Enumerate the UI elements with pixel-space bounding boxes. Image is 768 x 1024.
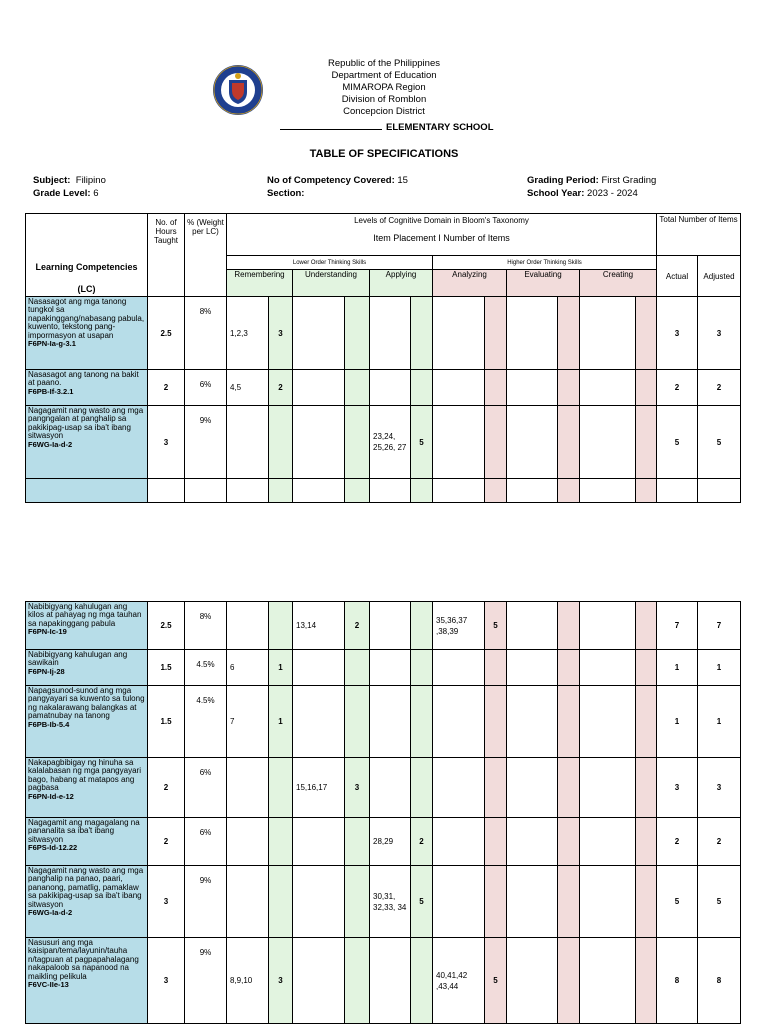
remembering-items: 7 xyxy=(227,686,269,758)
competency-code: F6VC-IIe-13 xyxy=(28,980,69,990)
competency-code: F6PN-Ic-19 xyxy=(28,627,67,637)
applying-items xyxy=(370,938,411,1024)
empty-cell xyxy=(507,479,558,503)
total-header: Total Number of Items xyxy=(657,214,741,256)
applying-count xyxy=(411,938,433,1024)
table-row-empty xyxy=(26,479,741,503)
understanding-items xyxy=(293,370,345,406)
understanding-items xyxy=(293,938,345,1024)
levels-header: Levels of Cognitive Domain in Bloom's Taxonomy Item Placement I Number of Items xyxy=(227,214,657,256)
competency-text: Nakapagbibigay ng hinuha sa kalalabasan ng mga pangyayari bago, habang at matapos ang pagbasa xyxy=(28,758,141,793)
hours-cell: 1.5 xyxy=(148,686,185,758)
evaluating-items xyxy=(507,938,558,1024)
analyzing-count xyxy=(485,650,507,686)
understanding-count xyxy=(345,686,370,758)
understanding-count xyxy=(345,370,370,406)
competency-cell xyxy=(26,938,148,1024)
actual-cell: 3 xyxy=(657,297,698,370)
understanding-items xyxy=(293,686,345,758)
subject-grade: Subject: Filipino Grade Level: 6 xyxy=(33,175,106,199)
adjusted-cell: 8 xyxy=(698,938,741,1024)
analyzing-header: Analyzing xyxy=(433,270,507,297)
remembering-items: 4,5 xyxy=(227,370,269,406)
creating-items xyxy=(580,818,636,866)
creating-items xyxy=(580,866,636,938)
actual-header: Actual xyxy=(657,256,698,297)
analyzing-count: 5 xyxy=(485,602,507,650)
table-row xyxy=(26,866,741,938)
remembering-items: 8,9,10 xyxy=(227,938,269,1024)
empty-cell xyxy=(185,479,227,503)
competency-text: Nagagamit nang wasto ang mga panghalip na panao, paari, pananong, pamatlig, pamaklaw sa pakikipag-usap sa iba't ibang sitwasyon xyxy=(28,866,144,909)
applying-count xyxy=(411,686,433,758)
evaluating-items xyxy=(507,602,558,650)
competency-cell xyxy=(26,686,148,758)
applying-items xyxy=(370,650,411,686)
competency-code: F6PB-If-3.2.1 xyxy=(28,386,74,396)
creating-items xyxy=(580,406,636,479)
evaluating-items xyxy=(507,866,558,938)
creating-count xyxy=(636,758,657,818)
evaluating-count xyxy=(558,758,580,818)
evaluating-count xyxy=(558,297,580,370)
empty-cell xyxy=(370,479,411,503)
empty-cell xyxy=(485,479,507,503)
evaluating-items xyxy=(507,406,558,479)
remembering-count: 1 xyxy=(269,686,293,758)
empty-cell xyxy=(345,479,370,503)
understanding-count xyxy=(345,650,370,686)
actual-cell: 2 xyxy=(657,370,698,406)
creating-count xyxy=(636,686,657,758)
analyzing-count xyxy=(485,370,507,406)
creating-count xyxy=(636,297,657,370)
creating-count xyxy=(636,406,657,479)
applying-count xyxy=(411,650,433,686)
weight-cell: 4.5% xyxy=(185,650,227,686)
competency-text: Nabibigyang kahulugan ang sawikain xyxy=(28,650,128,668)
header-line-4: Division of Romblon xyxy=(341,94,427,105)
empty-cell xyxy=(26,479,148,503)
understanding-items xyxy=(293,818,345,866)
analyzing-items xyxy=(433,818,485,866)
header-line-2: Department of Education xyxy=(331,70,437,81)
understanding-items xyxy=(293,866,345,938)
evaluating-items xyxy=(507,686,558,758)
analyzing-items: 35,36,37 ,38,39 xyxy=(433,602,485,650)
competency-text: Nagagamit nang wasto ang mga pangngalan at panghalip sa pakikipag-usap sa iba't ibang sitwasyon xyxy=(28,406,144,441)
remembering-count: 2 xyxy=(269,370,293,406)
tos-table-1 xyxy=(25,213,741,503)
analyzing-count xyxy=(485,297,507,370)
remembering-items: 6 xyxy=(227,650,269,686)
competency-text: Napagsunod-sunod ang mga pangyayari sa kuwento sa tulong ng nakalarawang balangkas at pamatnubay na tanong xyxy=(28,686,145,721)
empty-cell xyxy=(433,479,485,503)
competency-cell xyxy=(26,650,148,686)
empty-cell xyxy=(558,479,580,503)
table-row xyxy=(26,650,741,686)
lc-header: Learning Competencies (LC) xyxy=(26,214,148,297)
competency-text: Nasasagot ang tanong na bakit at paano. xyxy=(28,370,139,388)
adjusted-cell: 3 xyxy=(698,758,741,818)
applying-items xyxy=(370,297,411,370)
empty-cell xyxy=(698,479,741,503)
competency-cell xyxy=(26,370,148,406)
hours-cell: 3 xyxy=(148,406,185,479)
remembering-count: 3 xyxy=(269,297,293,370)
understanding-count xyxy=(345,866,370,938)
creating-count xyxy=(636,938,657,1024)
evaluating-items xyxy=(507,370,558,406)
table-row xyxy=(26,370,741,406)
evaluating-count xyxy=(558,602,580,650)
remembering-count xyxy=(269,602,293,650)
empty-cell xyxy=(657,479,698,503)
hours-cell: 2 xyxy=(148,758,185,818)
actual-cell: 2 xyxy=(657,818,698,866)
evaluating-count xyxy=(558,818,580,866)
understanding-items: 15,16,17 xyxy=(293,758,345,818)
weight-cell: 6% xyxy=(185,818,227,866)
hours-cell: 2.5 xyxy=(148,297,185,370)
understanding-count xyxy=(345,406,370,479)
remembering-items xyxy=(227,602,269,650)
understanding-count xyxy=(345,818,370,866)
applying-items xyxy=(370,602,411,650)
header-line-1: Republic of the Philippines xyxy=(328,58,440,69)
analyzing-items xyxy=(433,370,485,406)
creating-count xyxy=(636,650,657,686)
evaluating-count xyxy=(558,686,580,758)
competency-cell xyxy=(26,818,148,866)
understanding-items xyxy=(293,406,345,479)
remembering-items: 1,2,3 xyxy=(227,297,269,370)
evaluating-count xyxy=(558,406,580,479)
analyzing-items: 40,41,42 ,43,44 xyxy=(433,938,485,1024)
analyzing-count xyxy=(485,758,507,818)
weight-cell: 9% xyxy=(185,938,227,1024)
school-name: ELEMENTARY SCHOOL xyxy=(280,120,494,133)
hours-cell: 2 xyxy=(148,370,185,406)
hours-cell: 2 xyxy=(148,818,185,866)
competency-cell xyxy=(26,758,148,818)
creating-count xyxy=(636,602,657,650)
actual-cell: 3 xyxy=(657,758,698,818)
competency-code: F6WG-Ia-d-2 xyxy=(28,908,73,918)
creating-count xyxy=(636,818,657,866)
adjusted-cell: 1 xyxy=(698,650,741,686)
evaluating-items xyxy=(507,758,558,818)
analyzing-items xyxy=(433,866,485,938)
applying-items xyxy=(370,758,411,818)
evaluating-count xyxy=(558,938,580,1024)
empty-cell xyxy=(227,479,269,503)
applying-count xyxy=(411,297,433,370)
competency-text: Nagagamit ang magagalang na pananalita sa iba't ibang sitwasyon xyxy=(28,818,140,844)
actual-cell: 8 xyxy=(657,938,698,1024)
adjusted-cell: 3 xyxy=(698,297,741,370)
weight-header: % (Weight per LC) xyxy=(185,214,227,297)
understanding-count xyxy=(345,297,370,370)
table-row xyxy=(26,297,741,370)
creating-count xyxy=(636,866,657,938)
evaluating-count xyxy=(558,370,580,406)
empty-cell xyxy=(293,479,345,503)
page-title: TABLE OF SPECIFICATIONS xyxy=(309,148,459,160)
applying-count: 5 xyxy=(411,866,433,938)
applying-items xyxy=(370,686,411,758)
competency-text: Nasusuri ang mga kaisipan/tema/layunin/tauha n/tagpuan at pagpapahalagang nakapaloob sa napanood na maikling pelikula xyxy=(28,938,139,981)
competency-code: F6WG-Ia-d-2 xyxy=(28,439,73,449)
creating-items xyxy=(580,938,636,1024)
period-year: Grading Period: First Grading School Year: 2023 - 2024 xyxy=(527,175,657,199)
analyzing-items xyxy=(433,406,485,479)
hours-cell: 1.5 xyxy=(148,650,185,686)
weight-cell: 8% xyxy=(185,297,227,370)
applying-count: 2 xyxy=(411,818,433,866)
weight-cell: 4.5% xyxy=(185,686,227,758)
creating-items xyxy=(580,370,636,406)
evaluating-items xyxy=(507,818,558,866)
hours-cell: 3 xyxy=(148,938,185,1024)
remembering-count xyxy=(269,758,293,818)
analyzing-items xyxy=(433,758,485,818)
evaluating-header: Evaluating xyxy=(507,270,580,297)
table-row xyxy=(26,818,741,866)
analyzing-count xyxy=(485,406,507,479)
understanding-count: 3 xyxy=(345,758,370,818)
remembering-items xyxy=(227,866,269,938)
hours-cell: 3 xyxy=(148,866,185,938)
applying-items xyxy=(370,370,411,406)
competency-code: F6PB-Ib-5.4 xyxy=(28,719,70,729)
table-row xyxy=(26,406,741,479)
creating-items xyxy=(580,686,636,758)
understanding-items xyxy=(293,297,345,370)
hours-header: No. of Hours Taught xyxy=(148,214,185,297)
analyzing-count: 5 xyxy=(485,938,507,1024)
evaluating-items xyxy=(507,650,558,686)
adjusted-cell: 2 xyxy=(698,818,741,866)
remembering-count: 3 xyxy=(269,938,293,1024)
understanding-items xyxy=(293,650,345,686)
table-row xyxy=(26,758,741,818)
competency-cell xyxy=(26,406,148,479)
creating-header: Creating xyxy=(580,270,657,297)
applying-items: 23,24, 25,26, 27 xyxy=(370,406,411,479)
creating-items xyxy=(580,650,636,686)
remembering-count xyxy=(269,406,293,479)
remembering-header: Remembering xyxy=(227,270,293,297)
evaluating-items xyxy=(507,297,558,370)
competency-text: Nasasagot ang mga tanong tungkol sa napakinggang/nabasang pabula, kuwento, tekstong pang-impormasyon at usapan xyxy=(28,297,145,340)
empty-cell xyxy=(636,479,657,503)
analyzing-items xyxy=(433,686,485,758)
understanding-count: 2 xyxy=(345,602,370,650)
table-row xyxy=(26,602,741,650)
applying-items: 28,29 xyxy=(370,818,411,866)
tos-table-2 xyxy=(25,601,741,1024)
creating-items xyxy=(580,602,636,650)
empty-cell xyxy=(269,479,293,503)
analyzing-items xyxy=(433,650,485,686)
remembering-count: 1 xyxy=(269,650,293,686)
table-row xyxy=(26,938,741,1024)
competency-cell xyxy=(26,297,148,370)
actual-cell: 5 xyxy=(657,406,698,479)
empty-cell xyxy=(148,479,185,503)
analyzing-count xyxy=(485,818,507,866)
actual-cell: 7 xyxy=(657,602,698,650)
creating-count xyxy=(636,370,657,406)
actual-cell: 1 xyxy=(657,686,698,758)
remembering-items xyxy=(227,758,269,818)
applying-count xyxy=(411,370,433,406)
lower-order-header: Lower Order Thinking Skills xyxy=(227,256,433,270)
applying-items: 30,31, 32,33, 34 xyxy=(370,866,411,938)
competency-cell xyxy=(26,602,148,650)
applying-header: Applying xyxy=(370,270,433,297)
analyzing-count xyxy=(485,866,507,938)
weight-cell: 9% xyxy=(185,406,227,479)
evaluating-count xyxy=(558,650,580,686)
remembering-count xyxy=(269,818,293,866)
evaluating-count xyxy=(558,866,580,938)
hours-cell: 2.5 xyxy=(148,602,185,650)
analyzing-items xyxy=(433,297,485,370)
weight-cell: 6% xyxy=(185,370,227,406)
header-line-3: MIMAROPA Region xyxy=(342,82,426,93)
adjusted-header: Adjusted xyxy=(698,256,741,297)
analyzing-count xyxy=(485,686,507,758)
competency-code: F6PN-Ij-28 xyxy=(28,666,65,676)
creating-items xyxy=(580,758,636,818)
adjusted-cell: 5 xyxy=(698,866,741,938)
adjusted-cell: 5 xyxy=(698,406,741,479)
remembering-count xyxy=(269,866,293,938)
competency-cell xyxy=(26,866,148,938)
header-line-5: Concepcion District xyxy=(343,106,425,117)
table-row xyxy=(26,686,741,758)
adjusted-cell: 7 xyxy=(698,602,741,650)
applying-count xyxy=(411,758,433,818)
empty-cell xyxy=(580,479,636,503)
competency-code: F6PN-Id-e-12 xyxy=(28,791,74,801)
adjusted-cell: 1 xyxy=(698,686,741,758)
competency-text: Nabibigyang kahulugan ang kilos at pahayag ng mga tauhan sa napakinggang pabula xyxy=(28,602,142,628)
remembering-items xyxy=(227,406,269,479)
competency-section: No of Competency Covered: 15 Section: xyxy=(267,175,408,199)
weight-cell: 9% xyxy=(185,866,227,938)
applying-count xyxy=(411,602,433,650)
creating-items xyxy=(580,297,636,370)
actual-cell: 5 xyxy=(657,866,698,938)
actual-cell: 1 xyxy=(657,650,698,686)
competency-code: F6PS-Id-12.22 xyxy=(28,843,78,853)
remembering-items xyxy=(227,818,269,866)
applying-count: 5 xyxy=(411,406,433,479)
weight-cell: 8% xyxy=(185,602,227,650)
higher-order-header: Higher Order Thinking Skills xyxy=(433,256,657,270)
weight-cell: 6% xyxy=(185,758,227,818)
understanding-count xyxy=(345,938,370,1024)
adjusted-cell: 2 xyxy=(698,370,741,406)
competency-code: F6PN-Ia-g-3.1 xyxy=(28,339,76,349)
understanding-header: Understanding xyxy=(293,270,370,297)
understanding-items: 13,14 xyxy=(293,602,345,650)
empty-cell xyxy=(411,479,433,503)
